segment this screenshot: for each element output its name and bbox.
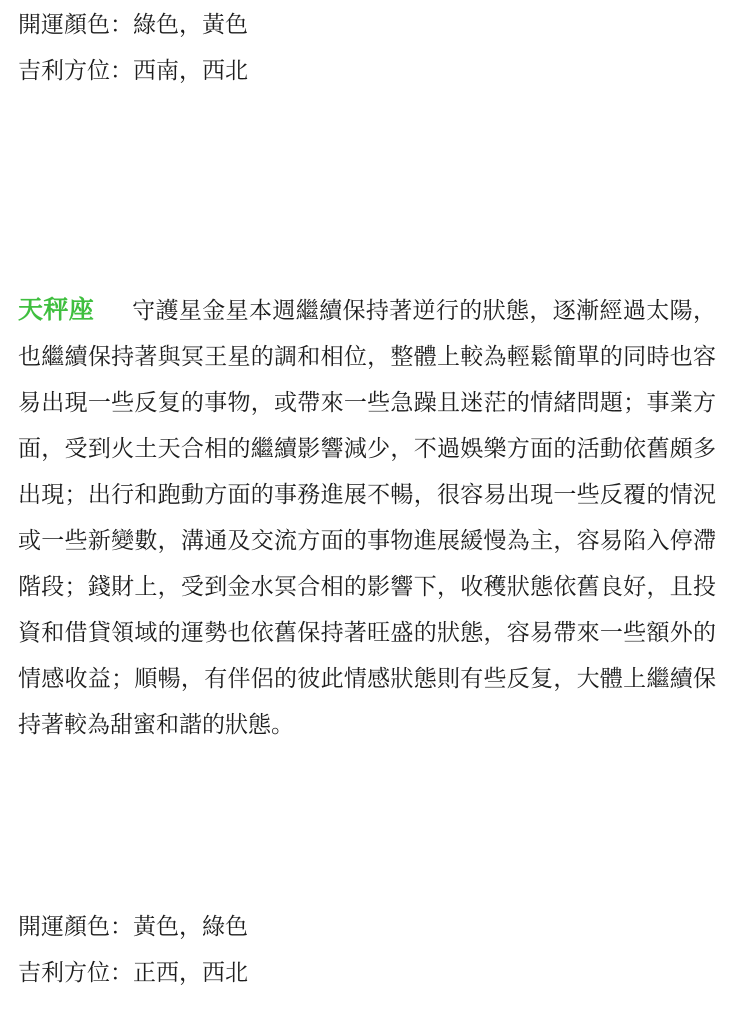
lucky-color-line: 開運顏色：綠色，黃色 xyxy=(18,12,248,38)
libra-paragraph xyxy=(18,287,716,748)
libra-section xyxy=(18,287,716,748)
lucky-direction-line: 吉利方位：西南，西北 xyxy=(18,58,248,84)
lucky-direction-line: 吉利方位：正西，西北 xyxy=(18,960,248,986)
libra-lucky-info xyxy=(18,904,248,996)
sign-name-heading: 天秤座 xyxy=(18,295,95,324)
lucky-color-line: 開運顏色：黃色，綠色 xyxy=(18,914,248,940)
libra-forecast-text: 守護星金星本週繼續保持著逆行的狀態，逐漸經過太陽，也繼續保持著與冥王星的調和相位，整體上較為輕鬆簡單的同時也容易出現一些反复的事物，或帶來一些急躁且迷茫的情緒問題；事業方面，受到火土天合相的繼續影響減少，不過娛樂方面的活動依舊頗多出現；出行和跑動方面的事務進展不暢，很容易出現一些反覆的情況或一些新變數，溝通及交流方面的事物進展緩慢為主，容易陷入停滯階段；錢財上，受到金水冥合相的影響下，收穫狀態依舊良好，且投資和借貸領域的運勢也依舊保持著旺盛的狀態，容易帶來一些額外的情感收益；順暢，有伴侶的彼此情感狀態則有些反复，大體上繼續保持著較為甜蜜和諧的狀態。 xyxy=(18,298,716,738)
previous-sign-lucky-info xyxy=(18,2,248,94)
